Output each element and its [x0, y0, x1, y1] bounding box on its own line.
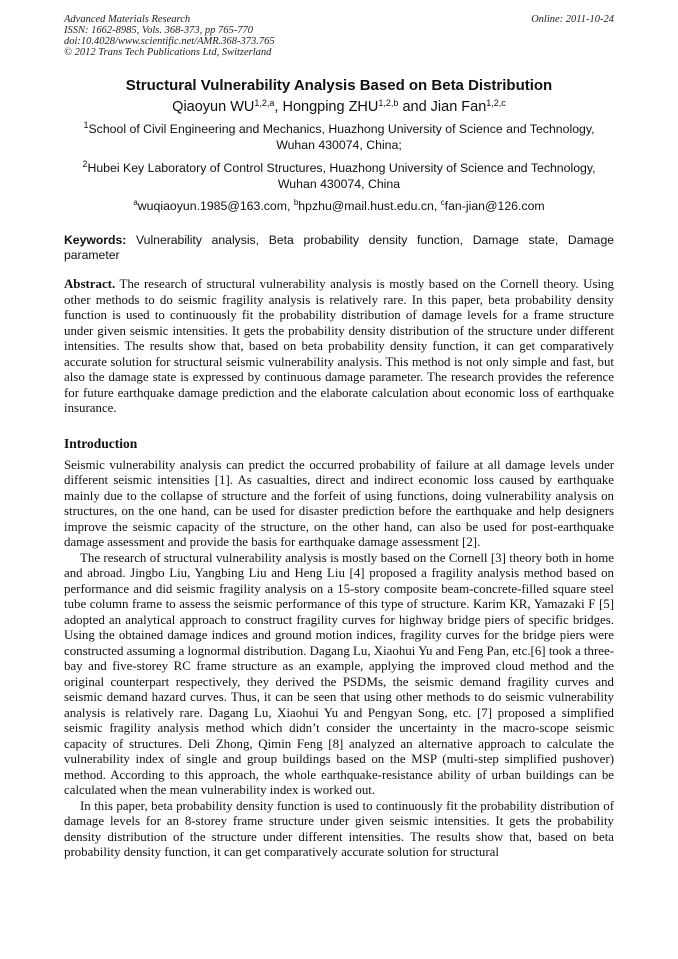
issn-line: ISSN: 1662-8985, Vols. 368-373, pp 765-770	[64, 25, 253, 36]
email-separator: ,	[287, 199, 294, 213]
abstract	[64, 277, 614, 417]
paper-title: Structural Vulnerability Analysis Based on Beta Distribution	[125, 77, 553, 94]
affiliation-number: 1	[83, 120, 89, 130]
affiliation	[64, 160, 614, 192]
email-marker: b	[293, 198, 299, 207]
paper-page	[64, 14, 614, 861]
body-paragraph: In this paper, beta probability density function is used to continuously fit the probability distribution of damage levels for an 8-storey frame structure under given seismic intensities. It gets the probability density distribution of the structure under different intensities. The results show that, based on beta probability density function, it can get comparatively accurate solution for structural	[64, 798, 614, 859]
email-separator: ,	[433, 199, 441, 213]
abstract-text: The research of structural vulnerability analysis is mostly based on the Cornell theory. Using other methods to do seismic fragility analysis is relatively rare. In this paper, beta probability density function is used to continuously fit the probability distribution of damage levels for a frame structure under given seismic intensities. It gets the probability density distribution of the structure under different intensities. The results show that, based on beta probability density function, it can get comparatively accurate solution for structural seismic vulnerability analysis. This method is not only simple and fast, but also the damage state is expressed by continuous damage parameter. The research provides the reference for future earthquake damage prediction and the elaborate calculation about economic loss of earthquake insurance.	[64, 277, 614, 415]
keywords-label: Keywords:	[64, 233, 127, 247]
email-address: fan-jian@126.com	[444, 199, 545, 213]
body-paragraph: Seismic vulnerability analysis can predict the occurred probability of failure at all damage levels under different seismic intensities [1]. As casualties, direct and indirect economic loss caused by earthquake mainly due to the collapse of structure and the forfeit of using functions, doing vulnerability analysis on structures, on the one hand, can be used for disaster prediction before the earthquake and help designers improve the seismic capacity of the structure, on the other hand, can also be used for post-earthquake damage assessment and provide the basis for earthquake damage assessment [2].	[64, 457, 614, 549]
copyright-line: © 2012 Trans Tech Publications Ltd, Switzerland	[64, 47, 272, 58]
journal-name: Advanced Materials Research	[64, 14, 191, 25]
author-affiliation-sup: 1,2,b	[378, 98, 399, 108]
abstract-label: Abstract.	[64, 277, 116, 291]
author-conjunction: and	[398, 99, 431, 115]
journal-header	[64, 14, 614, 58]
email-marker: a	[133, 198, 138, 207]
affiliation	[64, 121, 614, 153]
email-list	[64, 198, 614, 214]
author-affiliation-sup: 1,2,c	[486, 98, 506, 108]
affiliation-text: Hubei Key Laboratory of Control Structures, Huazhong University of Science and Technology, Wuhan 430074, China	[87, 161, 596, 191]
author-list	[64, 98, 614, 116]
doi-line: doi:10.4028/www.scientific.net/AMR.368-373.765	[64, 36, 275, 47]
affiliation-text: School of Civil Engineering and Mechanics, Huazhong University of Science and Technology, Wuhan 430074, China;	[88, 122, 595, 152]
author-name: Jian Fan	[430, 99, 487, 115]
author-name: Qiaoyun WU	[172, 99, 255, 115]
author-affiliation-sup: 1,2,a	[254, 98, 275, 108]
author-name: Hongping ZHU	[282, 99, 379, 115]
online-date: Online: 2011-10-24	[531, 14, 614, 25]
keywords-text: Vulnerability analysis, Beta probability density function, Damage state, Damage parameter	[64, 233, 614, 262]
email-address: wuqiaoyun.1985@163.com	[137, 199, 287, 213]
body-paragraph: The research of structural vulnerability analysis is mostly based on the Cornell [3] theory both in home and abroad. Jingbo Liu, Yangbing Liu and Heng Liu [4] proposed a fragility analysis method based on performance and did seismic fragility analysis on a 15-story composite beam-concrete-filled square steel tube column frame to assess the seismic performance of this type of structure. Karim KR, Yamazaki F [5] adopted an analytical approach to construct fragility curves for highway bridge piers of specific bridges. Using the obtained damage indices and ground motion indices, fragility curves for the bridge piers were constructed assuming a lognormal distribution. Dagang Lu, Xiaohui Yu and Feng Pan, etc.[6] took a three-bay and five-storey RC frame structure as an example, applying the improved cloud method and the original counterpart respectively, they derived the PSDMs, the seismic demand fragility curves and seismic demand hazard curves. Thus, it can be seen that using other methods to do seismic vulnerability analysis is relatively rare. Dagang Lu, Xiaohui Yu and Pengyan Song, etc. [7] proposed a simplified seismic fragility analysis method which didn’t consider the uncertainty in the macro-scope seismic capacity of structures. Deli Zhong, Qimin Feng [8] analyzed an alternative approach to calculate the vulnerability index of single and group buildings based on the MSP (multi-step simplified pushover) method. According to this approach, the whole earthquake-resistance ability of urban buildings can be calculated when the mean vulnerability index is worked out.	[64, 550, 614, 797]
keywords	[64, 233, 614, 263]
email-marker: c	[440, 198, 445, 207]
affiliation-number: 2	[82, 159, 88, 169]
author-separator: ,	[274, 99, 283, 115]
section-heading-introduction: Introduction	[64, 435, 138, 451]
email-address: hpzhu@mail.hust.edu.cn	[298, 199, 434, 213]
